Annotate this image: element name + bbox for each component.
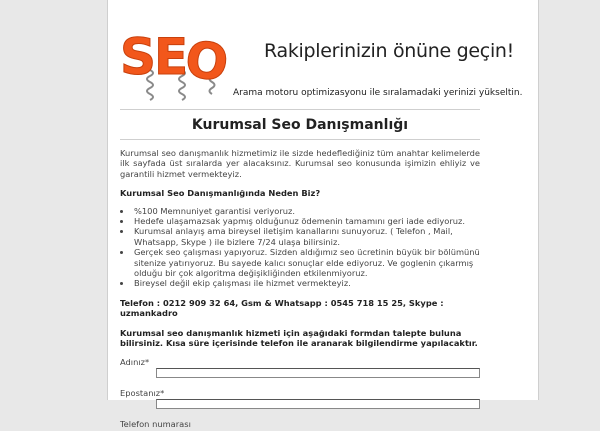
logo-letter-e: E [154, 28, 189, 86]
main-content [120, 112, 480, 431]
list-item: • Hedefe ulaşamazsak yapmış olduğunuz ödemenin tamamını geri iade ediyoruz. [132, 216, 480, 226]
header-divider [120, 109, 480, 110]
email-label-text: Epostanız [120, 387, 161, 398]
reasons-list [120, 206, 480, 289]
logo-letter-s: S [120, 28, 157, 86]
list-item: • Kurumsal anlayış ama bireysel iletişim kanallarını sunuyoruz. ( Telefon , Mail, Whatsapp, Skype ) ile bizlere 7/24 ulaşa bilirsiniz. [132, 226, 480, 247]
name-label [120, 357, 480, 367]
title-divider [120, 139, 480, 140]
form-intro: Kurumsal seo danışmanlık hizmeti için aşağıdaki formdan talepte buluna bilirsiniz. Kısa süre içerisinde telefon ile aranarak bilgilendirme yapılacaktır. [120, 327, 478, 349]
header-banner [108, 0, 540, 108]
intro-paragraph: Kurumsal seo danışmanlık hizmetimiz ile sizde hedeflediğiniz tüm anahtar kelimelerde ilk sayfada üst sıralarda yer alacaksınız. Kurumsal seo konusunda işimizin ehliyiz ve garantili hizmet vermekteyiz. [120, 148, 480, 179]
email-input[interactable] [156, 399, 480, 409]
request-form [120, 357, 480, 430]
name-label-text: Adınız [120, 356, 146, 367]
header-tagline: Rakiplerinizin önüne geçin! [264, 40, 514, 62]
contact-info: Telefon : 0212 909 32 64, Gsm & Whatsapp : 0545 718 15 25, Skype : uzmankadro [120, 297, 444, 319]
list-item: • Bireysel değil ekip çalışması ile hizmet vermekteyiz. [132, 278, 480, 288]
logo-letter-o: O [181, 29, 232, 94]
seo-logo [120, 18, 230, 106]
email-label [120, 388, 480, 398]
name-input[interactable] [156, 368, 480, 378]
page-title: Kurumsal Seo Danışmanlığı [191, 117, 409, 133]
list-item: • %100 Memnuniyet garantisi veriyoruz. [132, 206, 480, 216]
phone-label: Telefon numarası [120, 419, 191, 430]
why-us-heading: Kurumsal Seo Danışmanlığında Neden Biz? [120, 188, 321, 199]
list-item: • Gerçek seo çalışması yapıyoruz. Sizden aldığımız seo ücretinin büyük bir bölümünü sitenize yatırıyoruz. Bu sayede kalıcı sonuçlar elde ediyoruz. Ve goglenin çıkarmış olduğu bir çok algoritma değişikliğinden etkilenmiyoruz. [132, 247, 480, 278]
required-mark: * [160, 387, 165, 398]
required-mark: * [145, 356, 150, 367]
page-container [107, 0, 539, 430]
header-subtitle: Arama motoru optimizasyonu ile sıralamadaki yerinizi yükseltin. [233, 88, 523, 98]
